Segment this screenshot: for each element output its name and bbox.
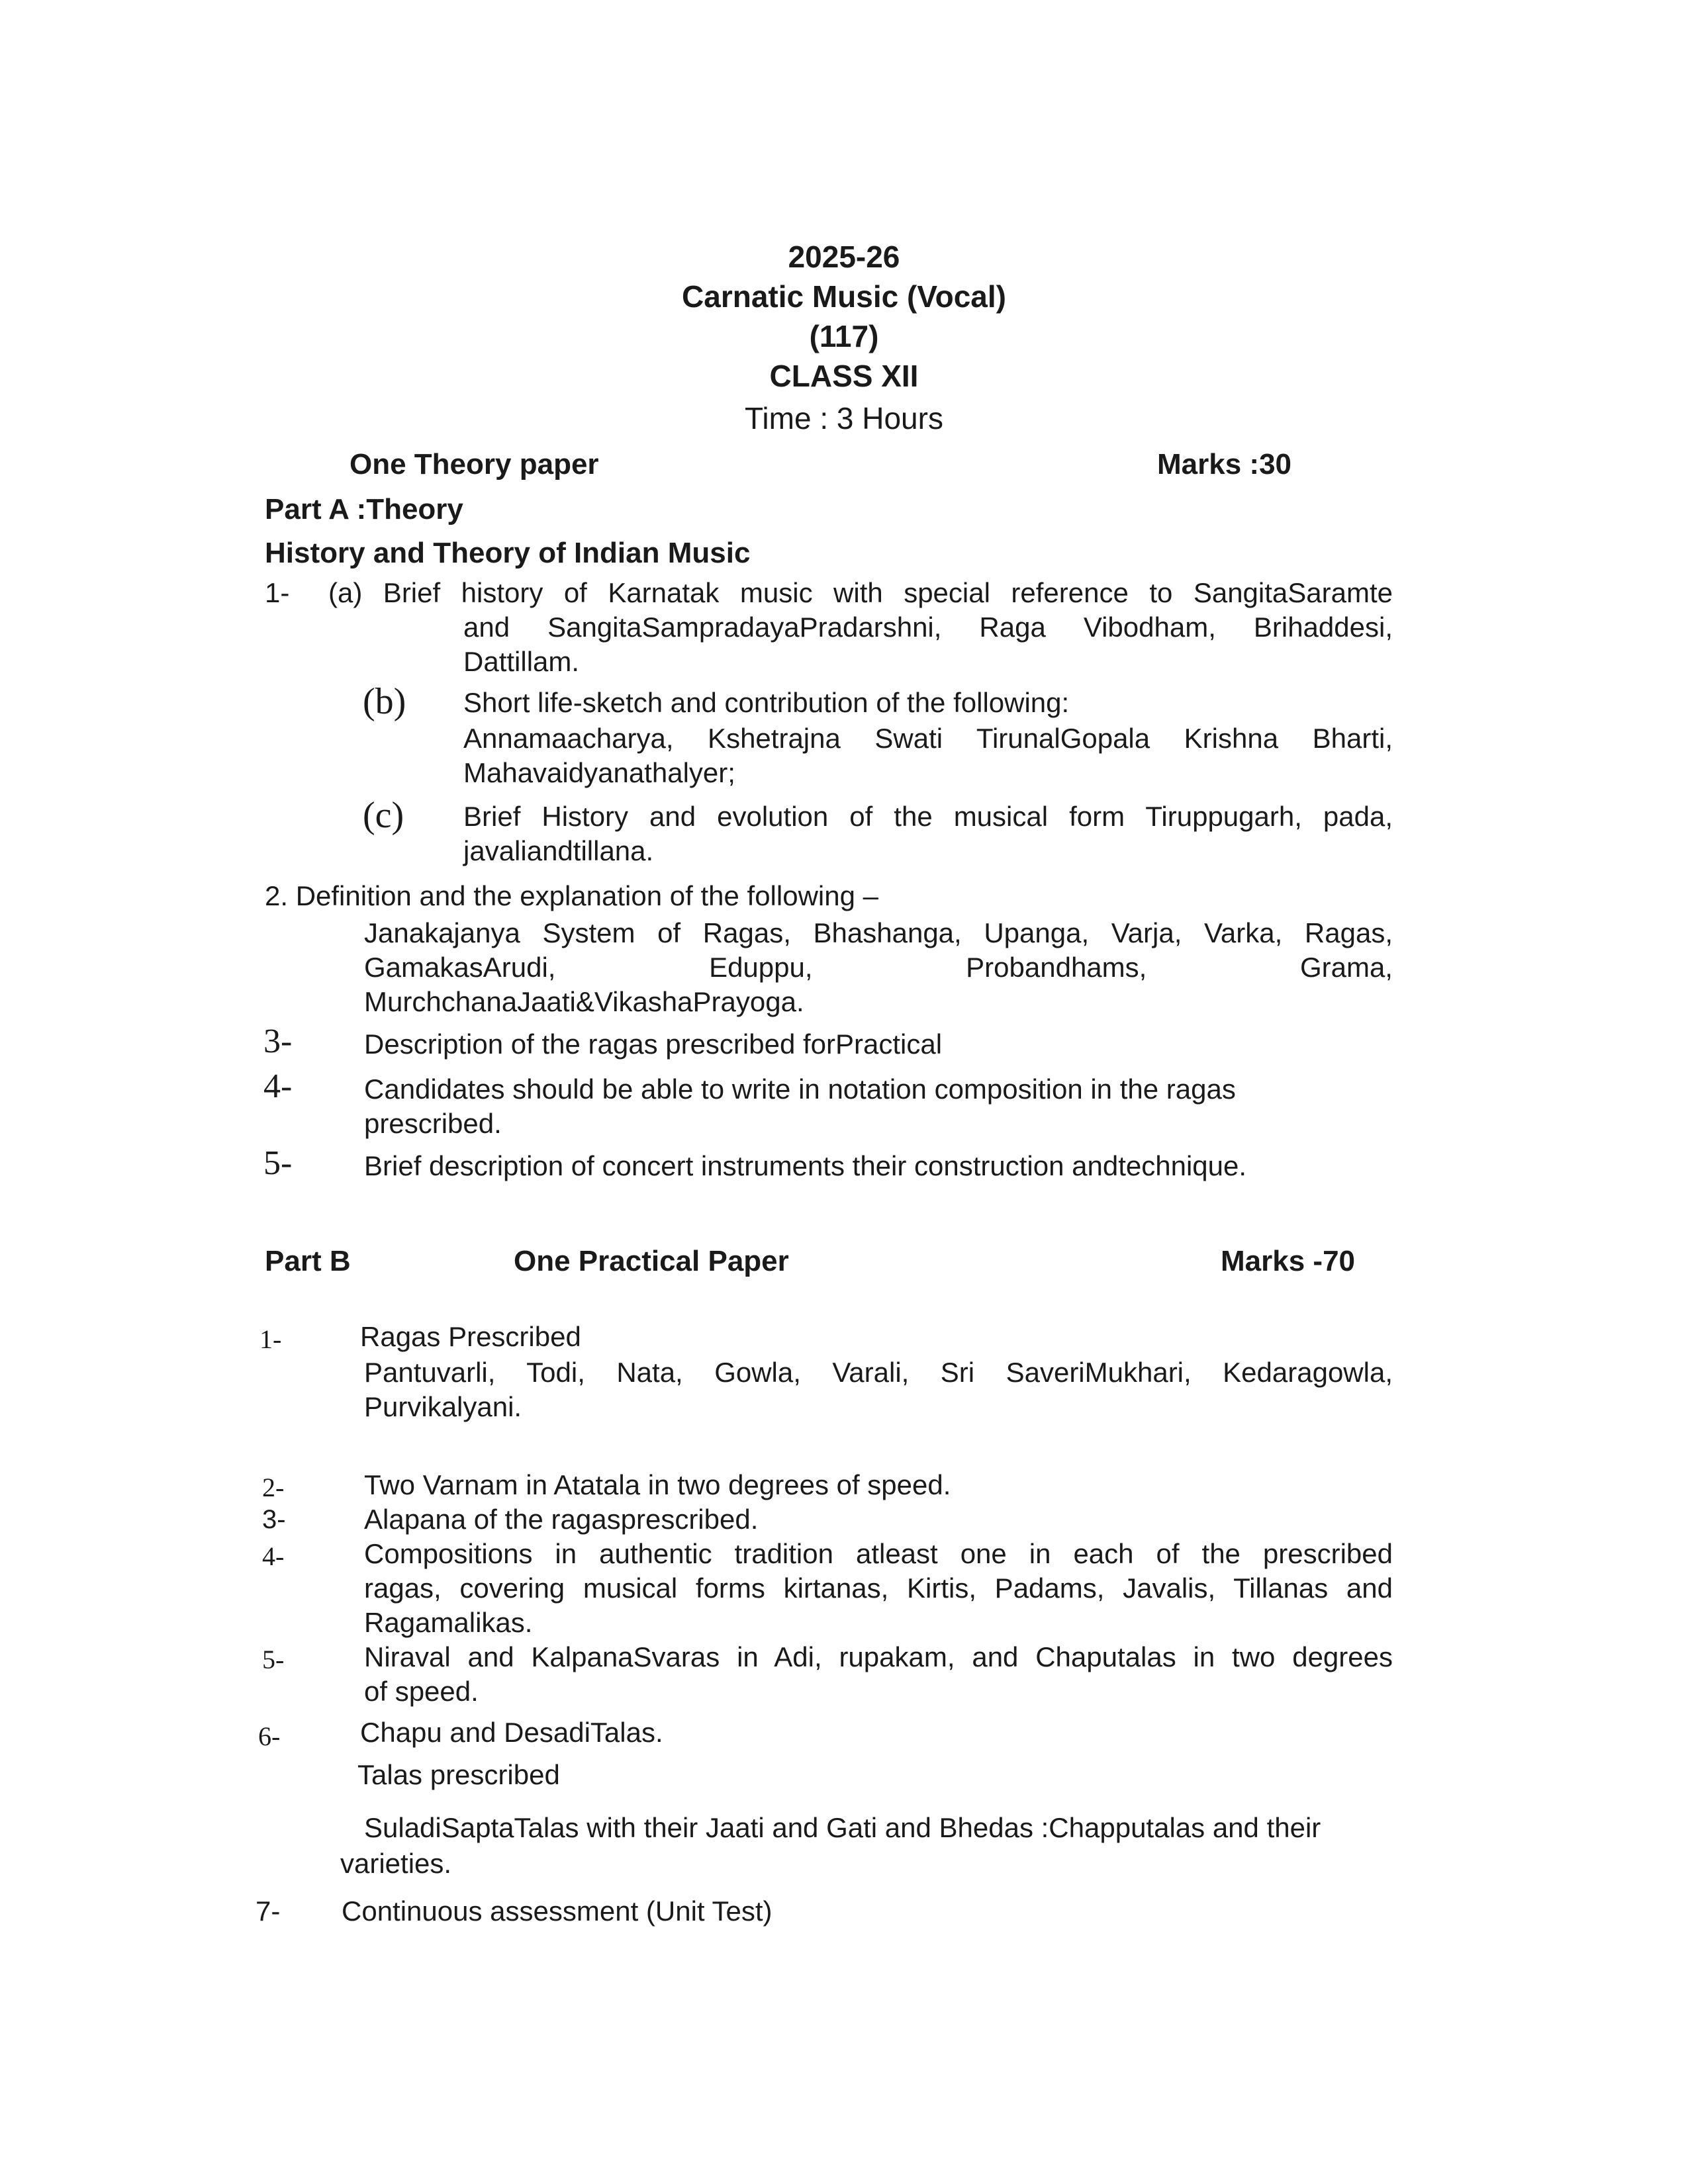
b-item-3-number: 3- (262, 1505, 286, 1534)
subject-title: Carnatic Music (Vocal) (682, 279, 1006, 314)
item-1b-line-3: Mahavaidyanathalyer; (463, 757, 735, 788)
item-2-heading: 2. Definition and the explanation of the following – (265, 880, 878, 911)
b-item-4-number: 4- (262, 1541, 285, 1571)
b-item-5-number: 5- (262, 1645, 285, 1674)
item-2-word: Eduppu, (709, 952, 813, 983)
practical-paper-label: One Practical Paper (514, 1245, 789, 1277)
b-item-3-text: Alapana of the ragasprescribed. (364, 1504, 759, 1535)
class-label: CLASS XII (769, 359, 919, 393)
item-1b-line-1: Short life-sketch and contribution of the following: (463, 687, 1070, 718)
item-1c-label: (c) (363, 795, 404, 836)
part-b-title: Part B (265, 1245, 351, 1277)
year: 2025-26 (788, 240, 900, 274)
item-2-word: Grama, (1299, 952, 1393, 983)
b-item-1-number: 1- (259, 1324, 282, 1354)
item-1b-label: (b) (363, 681, 406, 722)
talas-line-2: varieties. (340, 1848, 452, 1879)
item-2-line-2 (364, 950, 1393, 985)
item-1c-line-1: Brief History and evolution of the musical form Tiruppugarh, pada, (463, 801, 1393, 832)
item-2-word: GamakasArudi, (364, 952, 556, 983)
practical-marks: Marks -70 (1221, 1245, 1356, 1277)
b-item-4-line-3: Ragamalikas. (364, 1607, 533, 1638)
b-item-2-text: Two Varnam in Atatala in two degrees of speed. (364, 1469, 951, 1500)
b-item-1-heading: Ragas Prescribed (360, 1321, 581, 1352)
talas-line-1: SuladiSaptaTalas with their Jaati and Gati and Bhedas :Chapputalas and their (364, 1812, 1321, 1843)
item-5-number: 5- (263, 1144, 293, 1182)
item-2-word: Probandhams, (966, 952, 1147, 983)
item-1b-line-2: Annamaacharya, Kshetrajna Swati TirunalGopala Krishna Bharti, (463, 723, 1393, 754)
item-3-text: Description of the ragas prescribed forPractical (364, 1028, 943, 1060)
part-a-title: Part A :Theory (265, 493, 463, 525)
time-label: Time : 3 Hours (745, 401, 943, 435)
b-item-5-line-1: Niraval and KalpanaSvaras in Adi, rupakam, and Chaputalas in two degrees (364, 1641, 1393, 1672)
theory-marks: Marks :30 (1157, 448, 1292, 480)
item-3-number: 3- (263, 1023, 293, 1060)
item-4-line-2: prescribed. (364, 1108, 502, 1139)
b-item-2-number: 2- (262, 1473, 285, 1502)
item-4-number: 4- (263, 1068, 293, 1105)
b-item-4-line-2: ragas, covering musical forms kirtanas, Kirtis, Padams, Javalis, Tillanas and (364, 1572, 1393, 1604)
talas-heading: Talas prescribed (357, 1759, 560, 1790)
item-1-number: 1- (265, 577, 290, 608)
b-item-6-number: 6- (258, 1721, 281, 1751)
part-a-subtitle: History and Theory of Indian Music (265, 537, 751, 569)
item-1c-line-2: javaliandtillana. (463, 835, 654, 866)
theory-paper-label: One Theory paper (350, 448, 599, 480)
item-1a-line-2: and SangitaSampradayaPradarshni, Raga Vibodham, Brihaddesi, (463, 612, 1393, 643)
item-5-text: Brief description of concert instruments their construction andtechnique. (364, 1150, 1247, 1181)
b-item-5-line-2: of speed. (364, 1676, 479, 1707)
item-1a-line-1: (a) Brief history of Karnatak music with special reference to SangitaSaramte (328, 577, 1393, 608)
b-item-1-line-1: Pantuvarli, Todi, Nata, Gowla, Varali, Sri SaveriMukhari, Kedaragowla, (364, 1357, 1393, 1388)
item-4-line-1: Candidates should be able to write in notation composition in the ragas (364, 1073, 1236, 1105)
b-item-6-text: Chapu and DesadiTalas. (360, 1717, 663, 1748)
b-item-4-line-1: Compositions in authentic tradition atleast one in each of the prescribed (364, 1538, 1393, 1569)
b-item-7-text: Continuous assessment (Unit Test) (342, 1895, 773, 1927)
b-item-7-number: 7- (256, 1895, 281, 1927)
item-2-line-1: Janakajanya System of Ragas, Bhashanga, Upanga, Varja, Varka, Ragas, (364, 917, 1393, 948)
item-1a-line-3: Dattillam. (463, 646, 580, 677)
subject-code: (117) (809, 319, 879, 353)
b-item-1-line-2: Purvikalyani. (364, 1391, 522, 1422)
item-2-line-3: MurchchanaJaati&VikashaPrayoga. (364, 986, 804, 1017)
